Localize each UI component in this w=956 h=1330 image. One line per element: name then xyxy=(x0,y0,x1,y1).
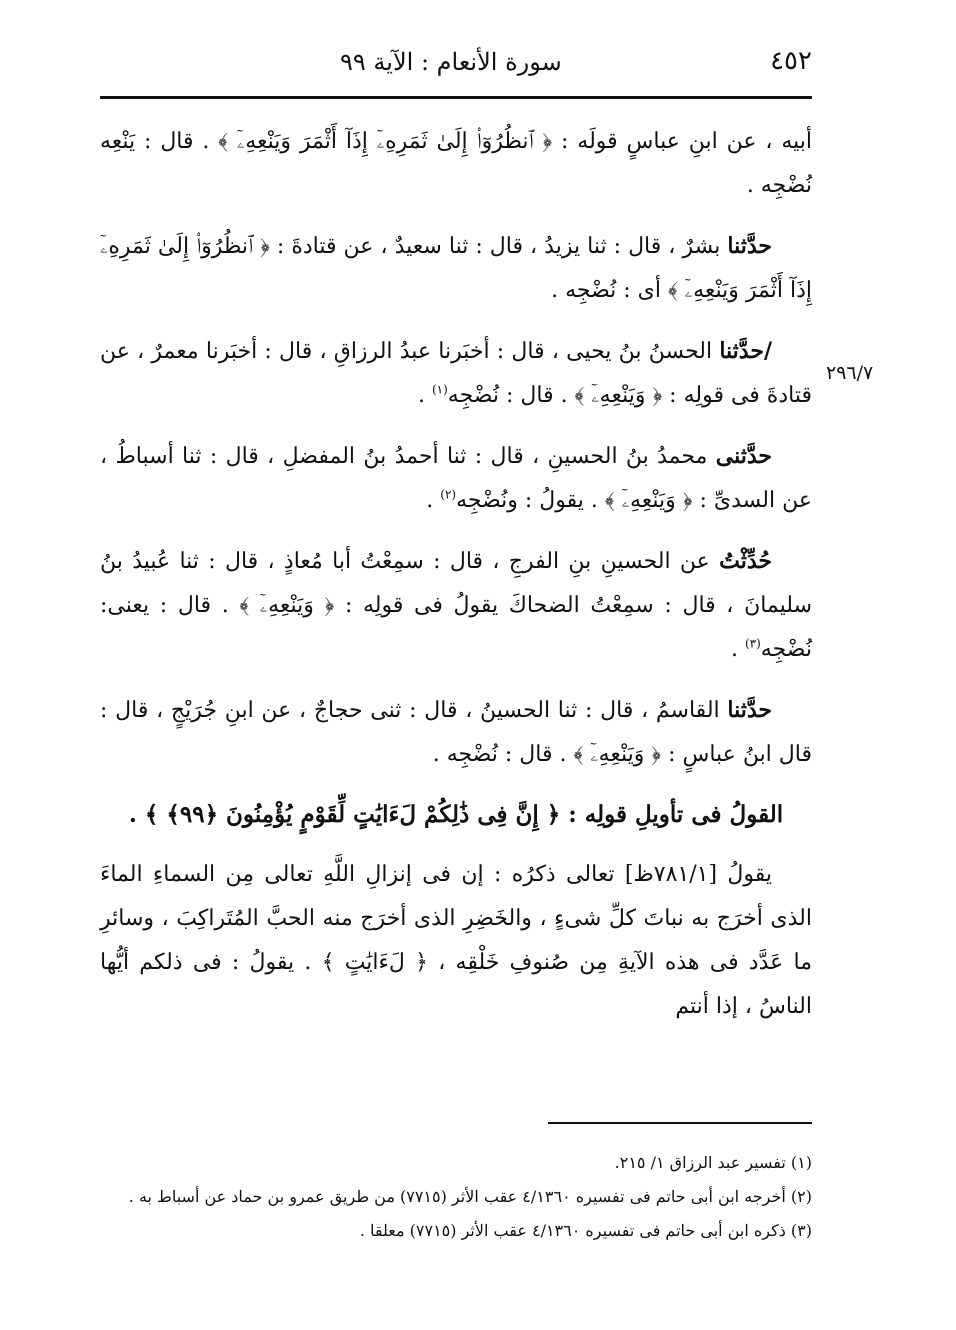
margin-reference: ٢٩٦/٧ xyxy=(826,362,874,384)
narration-lead: حدَّثنا xyxy=(727,697,772,723)
footnote-1: (١) تفسير عبد الرزاق ١/ ٢١٥. xyxy=(614,1153,812,1172)
paragraph-5 xyxy=(100,539,812,672)
footnote-marker: (٣) xyxy=(744,636,761,651)
running-title: سورة الأنعام : الآية ٩٩ xyxy=(340,48,562,76)
page-header xyxy=(100,40,812,90)
narration-lead: /حدَّثنا xyxy=(719,338,772,364)
paragraph-tail: . xyxy=(730,637,745,662)
paragraph-6 xyxy=(100,688,812,777)
narration-lead: حُدِّثْتُ xyxy=(719,548,772,574)
paragraph-text: الحسنُ بنُ يحيى ، قال : أخبَرنا عبدُ الرزاقِ ، قال : أخبَرنا معمرٌ ، عن قتادةَ فى قولِه : ﴿ وَيَنْعِهِۦٓ ﴾ . قال : نُضْجِه xyxy=(100,339,812,408)
paragraph-3 xyxy=(100,329,812,418)
main-text xyxy=(100,120,812,1045)
narration-lead: حدَّثنى xyxy=(715,443,772,469)
paragraph-tail: . xyxy=(426,488,441,513)
paragraph-text: عن الحسينِ بنِ الفرجِ ، قال : سمِعْتُ أبا مُعاذٍ ، قال : ثنا عُبيدُ بنُ سليمانَ ، قال : سمِعْتُ الضحاكَ يقولُ فى قولِه : ﴿ وَيَنْعِهِۦٓ ﴾ . قال : يعنى: نُضْجِه xyxy=(100,549,812,662)
footnote-3: (٣) ذكره ابن أبى حاتم فى تفسيره ٤/١٣٦٠ عقب الأثر (٧٧١٥) معلقا . xyxy=(359,1221,812,1240)
footnote-marker: (١) xyxy=(431,382,448,397)
header-rule xyxy=(100,96,812,99)
paragraph-1 xyxy=(100,120,812,208)
footnote-marker: (٢) xyxy=(440,487,457,502)
section-heading: القولُ فى تأويلِ قولِه : ﴿ إِنَّ فِى ذَٰلِكُمْ لَءَايَٰتٍ لِّقَوْمٍ يُؤْمِنُونَ ﴿٩٩﴾ ﴾ . xyxy=(128,801,784,828)
paragraph-tail: . xyxy=(417,383,432,408)
footnote-rule xyxy=(548,1122,812,1124)
paragraph-4 xyxy=(100,434,812,523)
footnote-2: (٢) أخرجه ابن أبى حاتم فى تفسيره ٤/١٣٦٠ عقب الأثر (٧٧١٥) من طريق عمرو بن حماد عن أسباط به . xyxy=(128,1187,812,1206)
paragraph-text: محمدُ بنُ الحسينِ ، قال : ثنا أحمدُ بنُ المفضلِ ، قال : ثنا أسباطُ ، عن السدىِّ : ﴿ وَيَنْعِهِۦٓ ﴾ . يقولُ : ونُضْجِه xyxy=(100,444,812,513)
page-number: ٤٥٢ xyxy=(770,46,812,76)
paragraph-text: القاسمُ ، قال : ثنا الحسينُ ، قال : ثنى حجاجٌ ، عن ابنِ جُرَيْجٍ ، قال : قال ابنُ عباسٍ : ﴿ وَيَنْعِهِۦٓ ﴾ . قال : نُضْجِه . xyxy=(100,698,812,767)
narration-lead: حدَّثنا xyxy=(727,233,772,259)
paragraph-2 xyxy=(100,224,812,313)
paragraph-text: بشرٌ ، قال : ثنا يزيدُ ، قال : ثنا سعيدٌ ، عن قتادةَ : ﴿ ٱنظُرُوٓا۟ إِلَىٰ ثَمَرِهِۦٓ إِذَآ أَثْمَرَ وَيَنْعِهِۦٓ ﴾ أى : نُضْجِه . xyxy=(100,234,812,303)
closing-paragraph: يقولُ [٧٨١/١ظ] تعالى ذكرُه : إن فى إنزالِ اللَّهِ تعالى مِن السماءِ الماءَ الذى أخرَج به نباتَ كلِّ شىءٍ ، والخَضِرِ الذى أخرَج منه الحبَّ المُتَراكِبَ ، وسائرِ ما عَدَّد فى هذه الآيةِ مِن صُنوفِ خَلْقِه ، ﴿ لَءَايَٰتٍ ﴾ . يقولُ : فى ذلكم أيُّها الناسُ ، إذا أنتم xyxy=(100,862,812,1019)
paragraph-text: أبيه ، عن ابنِ عباسٍ قولَه : ﴿ ٱنظُرُوٓا۟ إِلَىٰ ثَمَرِهِۦٓ إِذَآ أَثْمَرَ وَيَنْعِهِۦٓ ﴾ . قال : يَنْعِه نُضْجِه . xyxy=(100,129,812,198)
footnotes xyxy=(100,1148,812,1250)
